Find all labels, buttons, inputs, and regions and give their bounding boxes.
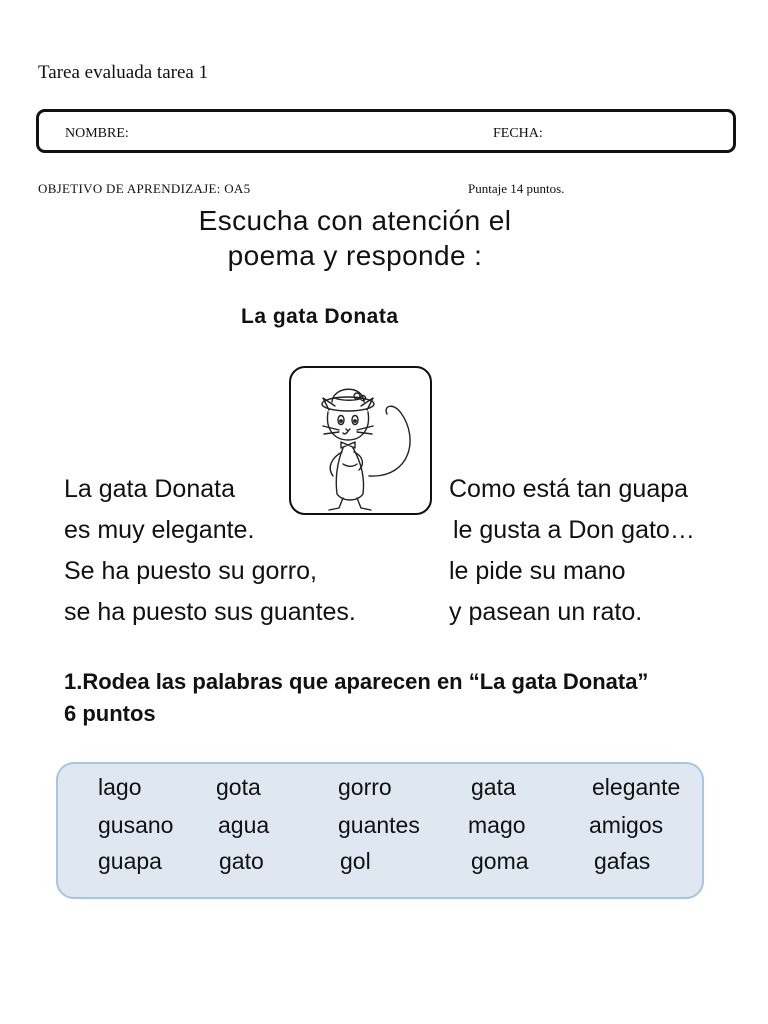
question-points: 6 puntos <box>64 701 156 726</box>
word-option[interactable]: agua <box>218 812 270 838</box>
poem-right-line: le pide su mano <box>449 557 626 585</box>
instruction-line-1: Escucha con atención el <box>198 205 512 236</box>
word-option[interactable]: gorro <box>338 774 392 800</box>
poem-right-line: le gusta a Don gato… <box>453 516 695 544</box>
date-label: FECHA: <box>493 126 543 141</box>
question-text: 1.Rodea las palabras que aparecen en “La gata Donata” <box>64 669 649 694</box>
word-option[interactable]: gusano <box>98 812 174 838</box>
poem-right-line: y pasean un rato. <box>449 598 643 626</box>
word-option[interactable]: elegante <box>592 774 681 800</box>
word-option[interactable]: goma <box>471 848 529 874</box>
poem-left-line: es muy elegante. <box>64 516 255 544</box>
word-option[interactable]: guantes <box>338 812 420 838</box>
word-option[interactable]: amigos <box>589 812 664 838</box>
student-info-box <box>36 109 736 153</box>
word-option[interactable]: gato <box>219 848 264 874</box>
word-choice-box <box>56 762 704 899</box>
total-score: Puntaje 14 puntos. <box>468 181 565 196</box>
word-option[interactable]: lago <box>98 774 142 800</box>
cat-illustration <box>291 368 434 517</box>
word-option[interactable]: gafas <box>594 848 651 874</box>
instruction-line-2: poema y responde : <box>227 240 483 271</box>
poem-left-line: se ha puesto sus guantes. <box>64 598 356 626</box>
word-option[interactable]: gota <box>216 774 261 800</box>
document-title: Tarea evaluada tarea 1 <box>38 62 209 83</box>
poem-right-line: Como está tan guapa <box>449 475 689 503</box>
poem-title: La gata Donata <box>241 305 399 328</box>
poem-left-line: La gata Donata <box>64 475 235 503</box>
word-option[interactable]: mago <box>468 812 526 838</box>
instruction-heading <box>140 203 570 273</box>
cat-illustration-frame <box>289 366 432 515</box>
word-option[interactable]: gata <box>471 774 516 800</box>
learning-objective: OBJETIVO DE APRENDIZAJE: OA5 <box>38 181 251 196</box>
poem-left-line: Se ha puesto su gorro, <box>64 557 317 585</box>
question-1 <box>64 666 734 730</box>
word-option[interactable]: gol <box>340 848 371 874</box>
word-option[interactable]: guapa <box>98 848 162 874</box>
name-label: NOMBRE: <box>65 126 129 141</box>
